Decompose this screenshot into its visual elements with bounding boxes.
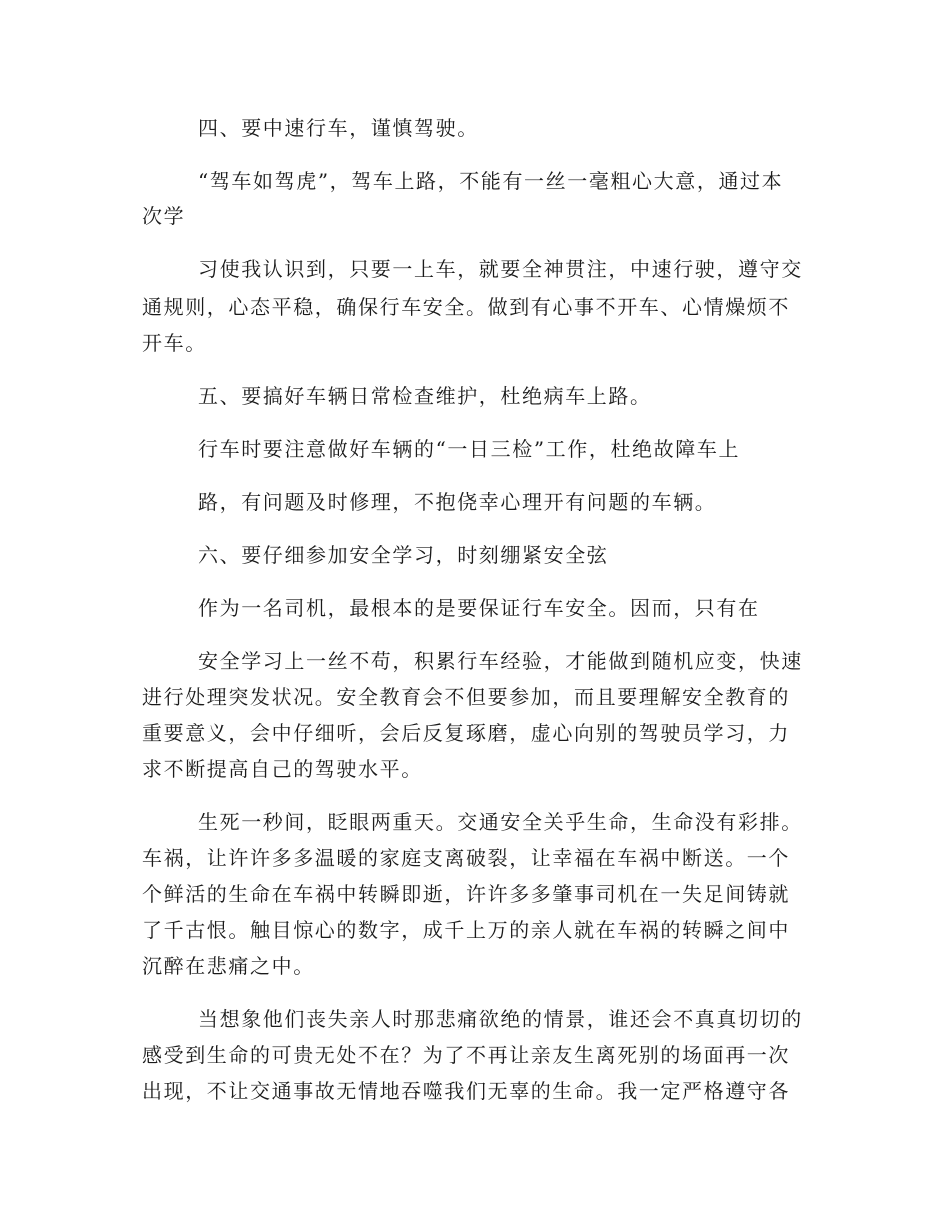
section-heading-4: 四、要中速行车，谨慎驾驶。 (198, 116, 479, 140)
paragraph-line: 作为一名司机，最根本的是要保证行车安全。因而，只有在 (198, 596, 760, 620)
paragraph-line: 习使我认识到，只要一上车，就要全神贯注，中速行驶，遵守交 (198, 257, 803, 281)
paragraph-line: 当想象他们丧失亲人时那悲痛欲绝的情景，谁还会不真真切切的 (198, 1007, 803, 1031)
paragraph-line: 进行处理突发状况。安全教育会不但要参加，而且要理解安全教育的 (142, 685, 790, 709)
paragraph-line: 出现，不让交通事故无情地吞噬我们无辜的生命。我一定严格遵守各 (142, 1079, 790, 1103)
section-heading-6: 六、要仔细参加安全学习，时刻绷紧安全弦 (198, 543, 609, 567)
paragraph-line: 求不断提高自己的驾驶水平。 (142, 757, 423, 781)
paragraph-line: 重要意义，会中仔细听，会后反复琢磨，虚心向别的驾驶员学习，力 (142, 721, 790, 745)
paragraph-line: 开车。 (142, 331, 207, 355)
paragraph-line: 沉醉在悲痛之中。 (142, 954, 315, 978)
paragraph-line: 车祸，让许许多多温暖的家庭支离破裂，让幸福在车祸中断送。一个 (142, 846, 790, 870)
paragraph-line: 生死一秒间，眨眼两重天。交通安全关乎生命，生命没有彩排。 (198, 810, 803, 834)
section-heading-5: 五、要搞好车辆日常检查维护，杜绝病车上路。 (198, 384, 652, 408)
paragraph-line: 行车时要注意做好车辆的“一日三检”工作，杜绝故障车上 (198, 437, 741, 461)
paragraph-line: 路，有问题及时修理，不抱侥幸心理开有问题的车辆。 (198, 490, 717, 514)
paragraph-line: 次学 (142, 204, 186, 228)
paragraph-line: 个鲜活的生命在车祸中转瞬即逝，许许多多肇事司机在一失足间铸就 (142, 882, 790, 906)
paragraph-line: 通规则，心态平稳，确保行车安全。做到有心事不开车、心情燥烦不 (142, 295, 790, 319)
paragraph-line: 安全学习上一丝不苟，积累行车经验，才能做到随机应变，快速 (198, 649, 803, 673)
paragraph-line: 了千古恨。触目惊心的数字，成千上万的亲人就在车祸的转瞬之间中 (142, 918, 790, 942)
paragraph-line: “驾车如驾虎”，驾车上路，不能有一丝一毫粗心大意，通过本 (198, 169, 784, 193)
paragraph-line: 感受到生命的可贵无处不在？为了不再让亲友生离死别的场面再一次 (142, 1043, 790, 1067)
